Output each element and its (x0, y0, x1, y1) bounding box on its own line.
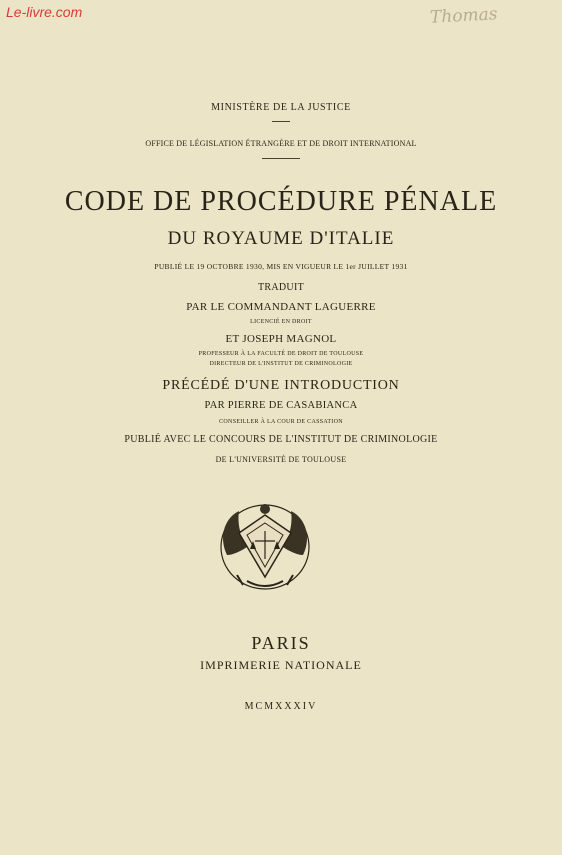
publisher-line-2: DE L'UNIVERSITÉ DE TOULOUSE (215, 455, 347, 464)
introduction-heading: PRÉCÉDÉ D'UNE INTRODUCTION (162, 378, 400, 393)
page-subtitle: DU ROYAUME D'ITALIE (167, 228, 395, 249)
intro-author-title: CONSEILLER À LA COUR DE CASSATION (219, 419, 343, 425)
translator-2-title-2: DIRECTEUR DE L'INSTITUT DE CRIMINOLOGIE (209, 361, 353, 367)
translator-1-name: PAR LE COMMANDANT LAGUERRE (186, 301, 376, 313)
translator-1-title: LICENCIÉ EN DROIT (250, 319, 312, 325)
publication-city: PARIS (251, 633, 311, 653)
publication-note: PUBLIÉ LE 19 OCTOBRE 1930, MIS EN VIGUEUR LE 1er JUILLET 1931 (154, 262, 408, 271)
divider-short (272, 121, 290, 122)
page-title: CODE DE PROCÉDURE PÉNALE (64, 186, 498, 217)
publisher-line-1: PUBLIÉ AVEC LE CONCOURS DE L'INSTITUT DE CRIMINOLOGIE (124, 434, 438, 445)
justice-seal-icon (217, 497, 313, 593)
watermark-text: Le-livre.com (6, 4, 83, 20)
divider-ornament (262, 158, 300, 159)
ministry-heading: MINISTÈRE DE LA JUSTICE (211, 102, 351, 113)
translator-2-name: ET JOSEPH MAGNOL (225, 333, 337, 345)
printer-name: IMPRIMERIE NATIONALE (200, 658, 362, 672)
translated-label: TRADUIT (258, 282, 304, 293)
intro-author: PAR PIERRE DE CASABIANCA (204, 400, 358, 411)
office-heading: OFFICE DE LÉGISLATION ÉTRANGÈRE ET DE DROIT INTERNATIONAL (145, 139, 417, 148)
translator-2-title-1: PROFESSEUR À LA FACULTÉ DE DROIT DE TOULOUSE (198, 351, 364, 357)
handwritten-note: Thomas (430, 4, 499, 28)
publication-year: MCMXXXIV (244, 701, 318, 712)
